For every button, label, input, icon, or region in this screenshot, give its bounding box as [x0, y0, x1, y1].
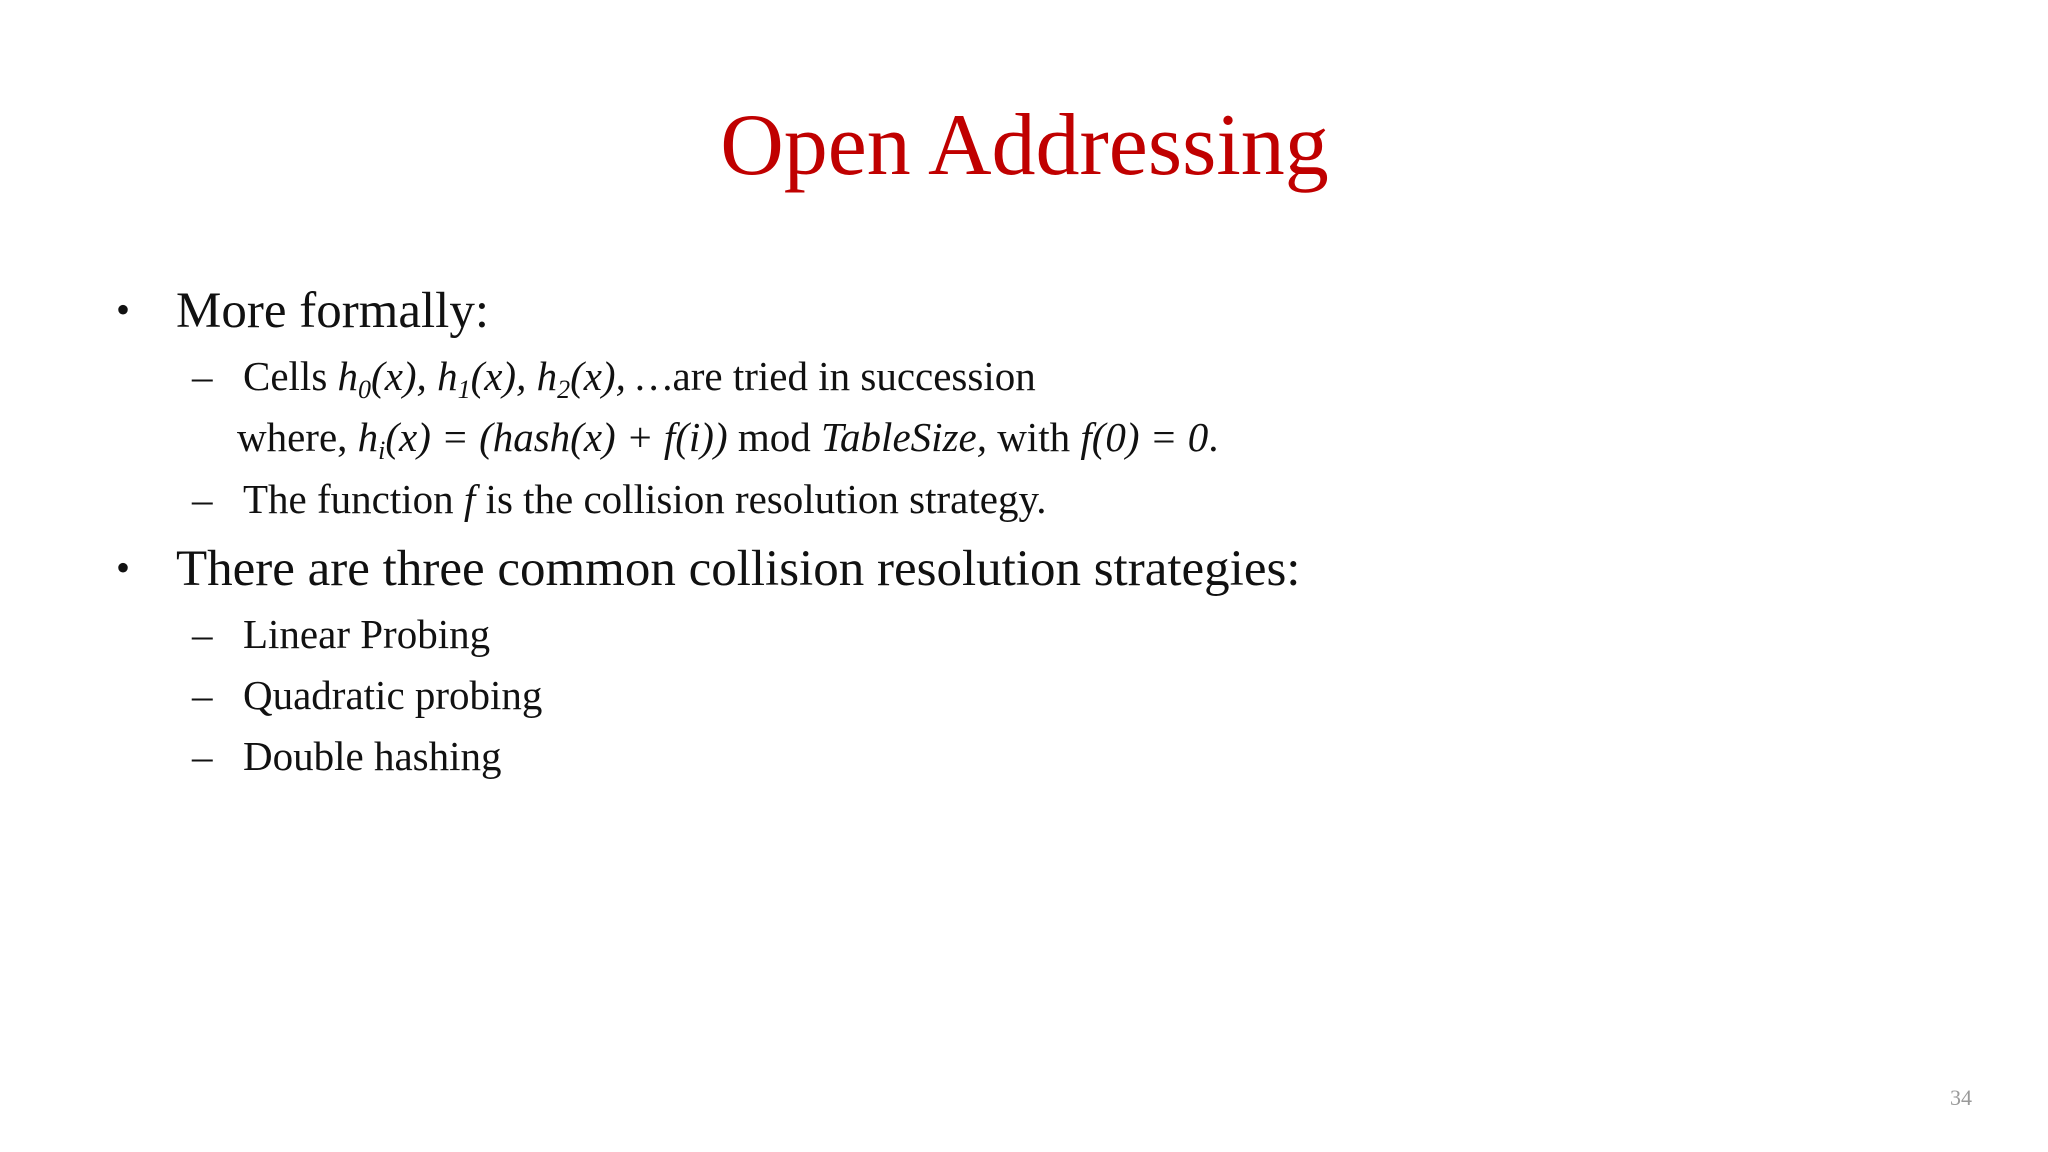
sub-bullet-linear-probing [192, 609, 490, 659]
bullet-more-formally [116, 280, 489, 341]
h-symbol: h [337, 353, 359, 399]
dash-marker: – [192, 353, 213, 399]
hash-formula: (x) = (hash(x) + f(i)) [385, 414, 728, 460]
function-text: The function [243, 476, 464, 522]
dash-marker: – [192, 672, 213, 718]
mod-text: mod [727, 414, 822, 460]
bullet-text: There are three common collision resolution strategies: [176, 541, 1301, 597]
bullet-marker: • [116, 545, 131, 590]
x-arg: (x), … [570, 353, 673, 399]
h-symbol: h [536, 353, 558, 399]
dash-marker: – [192, 733, 213, 779]
slide-title: Open Addressing [720, 97, 1329, 194]
dash-marker: – [192, 611, 213, 657]
strategy-label: Linear Probing [243, 611, 491, 657]
subscript-2: 2 [557, 375, 571, 404]
h-symbol: h [357, 414, 379, 460]
subscript-1: 1 [457, 375, 471, 404]
page-number: 34 [1950, 1085, 1972, 1110]
tablesize-text: TableSize, [821, 414, 987, 460]
strategy-text: is the collision resolution strategy. [475, 476, 1047, 522]
f0-formula: f(0) = 0 [1080, 414, 1209, 460]
subscript-i: i [378, 436, 386, 465]
sub-bullet-cells [192, 351, 1036, 404]
succession-text: are tried in succession [672, 353, 1036, 399]
x-arg: (x), [371, 353, 438, 399]
where-text: where, [237, 414, 358, 460]
f-symbol: f [463, 476, 476, 522]
subscript-0: 0 [358, 375, 372, 404]
strategy-label: Double hashing [243, 733, 502, 779]
with-text: with [986, 414, 1081, 460]
sub-bullet-quadratic-probing [192, 670, 542, 720]
cells-text: Cells [243, 353, 338, 399]
bullet-text: More formally: [176, 283, 489, 339]
bullet-three-strategies [116, 538, 1300, 599]
strategy-label: Quadratic probing [243, 672, 543, 718]
sub-bullet-function [192, 474, 1047, 524]
x-arg: (x), [470, 353, 537, 399]
bullet-marker: • [116, 287, 131, 332]
dash-marker: – [192, 476, 213, 522]
h-symbol: h [437, 353, 458, 399]
period: . [1208, 414, 1219, 460]
formula-line [237, 412, 1219, 465]
sub-bullet-double-hashing [192, 731, 502, 781]
